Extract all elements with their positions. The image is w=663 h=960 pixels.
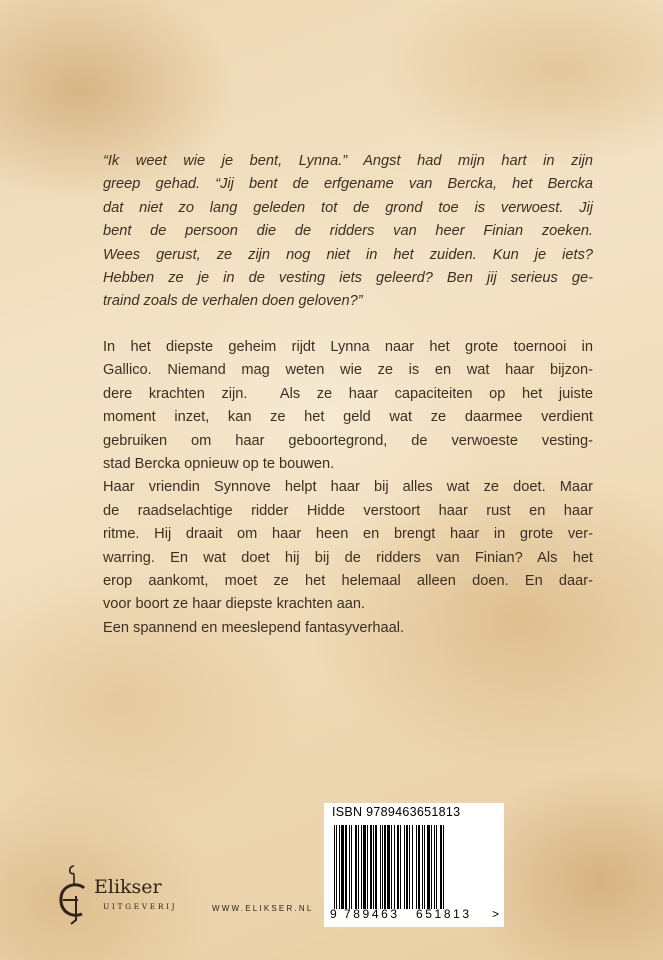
barcode-bar: [334, 825, 335, 909]
isbn-barcode: [324, 803, 504, 927]
barcode-bar: [351, 825, 352, 909]
description-line: de raadselachtige ridder Hidde verstoort haar rust en haar: [103, 502, 593, 519]
barcode-bars: [332, 825, 488, 909]
barcode-bar: [422, 825, 423, 909]
description-line: Gallico. Niemand mag weten wie ze is en wat haar bijzon-: [103, 362, 593, 379]
barcode-bar: [341, 825, 344, 909]
barcode-bar: [412, 825, 413, 909]
description-line: gebruiken om haar geboortegrond, de verwoeste vesting-: [103, 432, 593, 449]
barcode-bar: [355, 825, 357, 909]
barcode-bar: [336, 825, 337, 909]
quote-line: Wees gerust, ze zijn nog niet in het zuiden. Kun je iets?: [103, 246, 593, 263]
barcode-digit-group-left: 789463: [344, 907, 400, 921]
description-line: moment inzet, kan ze het geld wat ze daarmee verdient: [103, 409, 593, 426]
quote-line: dat niet zo lang geleden tot de grond toe is verwoest. Jij: [103, 199, 593, 216]
description-line: stad Bercka opnieuw op te bouwen.: [103, 456, 335, 473]
description-line: voor boort ze haar diepste krachten aan.: [103, 596, 366, 613]
barcode-bar: [358, 825, 359, 909]
description-line: erop aankomt, moet ze het helemaal alleen doen. En daar-: [103, 573, 593, 590]
barcode-bar: [427, 825, 430, 909]
description-line: ritme. Hij draait om haar heen en brengt haar in grote ver-: [103, 526, 593, 543]
barcode-digit-group-right: 651813: [416, 907, 472, 921]
isbn-label: ISBN 9789463651813: [332, 805, 461, 819]
barcode-bar: [391, 825, 392, 909]
barcode-bar: [370, 825, 372, 909]
quote-line: “Ik weet wie je bent, Lynna.” Angst had mijn hart in zijn: [103, 153, 593, 169]
barcode-bar: [339, 825, 340, 909]
description-line: Een spannend en meeslepend fantasyverhaal.: [103, 619, 405, 636]
barcode-digit-lead: 9: [330, 907, 337, 921]
barcode-bar: [367, 825, 368, 909]
publisher-logo: [54, 860, 204, 926]
description-line: warring. En wat doet hij bij de ridders van Finian? Als het: [103, 549, 593, 566]
barcode-bar: [363, 825, 366, 909]
barcode-bar: [404, 825, 405, 909]
barcode-bar: [409, 825, 410, 909]
barcode-bar: [382, 825, 383, 909]
description-line: dere krachten zijn. Als ze haar capaciteiten op het juiste: [103, 385, 593, 402]
description-line: Haar vriendin Synnove helpt haar bij alles wat ze doet. Maar: [103, 479, 593, 496]
barcode-quiet-zone-mark: >: [492, 907, 500, 921]
barcode-bar: [384, 825, 386, 909]
publisher-subtitle: UITGEVERIJ: [103, 902, 178, 911]
barcode-bar: [397, 825, 399, 909]
barcode-bar: [394, 825, 395, 909]
stylized-e-letter-icon: [54, 860, 94, 926]
quote-line: greep gehad. “Jij bent de erfgename van Bercka, het Bercka: [103, 176, 593, 193]
barcode-bar: [345, 825, 347, 909]
barcode-bar: [349, 825, 350, 909]
publisher-website: WWW.ELIKSER.NL: [212, 904, 314, 913]
blurb-quote: [103, 150, 593, 314]
description-line: In het diepste geheim rijdt Lynna naar het grote toernooi in: [103, 339, 593, 355]
barcode-bar: [431, 825, 432, 909]
quote-line: bent de persoon die de ridders van heer Finian zoeken.: [103, 223, 593, 240]
barcode-bar: [416, 825, 417, 909]
barcode-bar: [436, 825, 437, 909]
barcode-bar: [443, 825, 444, 909]
quote-line: traind zoals de verhalen doen geloven?”: [103, 293, 363, 310]
barcode-bar: [418, 825, 420, 909]
barcode-bar: [400, 825, 401, 909]
barcode-bar: [387, 825, 390, 909]
barcode-bar: [361, 825, 362, 909]
blurb-description: [103, 336, 593, 640]
publisher-name: Elikser: [94, 876, 162, 898]
barcode-bar: [406, 825, 408, 909]
barcode-bar: [373, 825, 374, 909]
quote-line: Hebben ze je in de vesting iets geleerd? Ben jij serieus ge-: [103, 270, 593, 287]
barcode-bar: [440, 825, 442, 909]
barcode-digits: [330, 907, 502, 925]
barcode-bar: [375, 825, 377, 909]
barcode-bar: [380, 825, 381, 909]
barcode-bar: [434, 825, 435, 909]
barcode-bar: [424, 825, 425, 909]
